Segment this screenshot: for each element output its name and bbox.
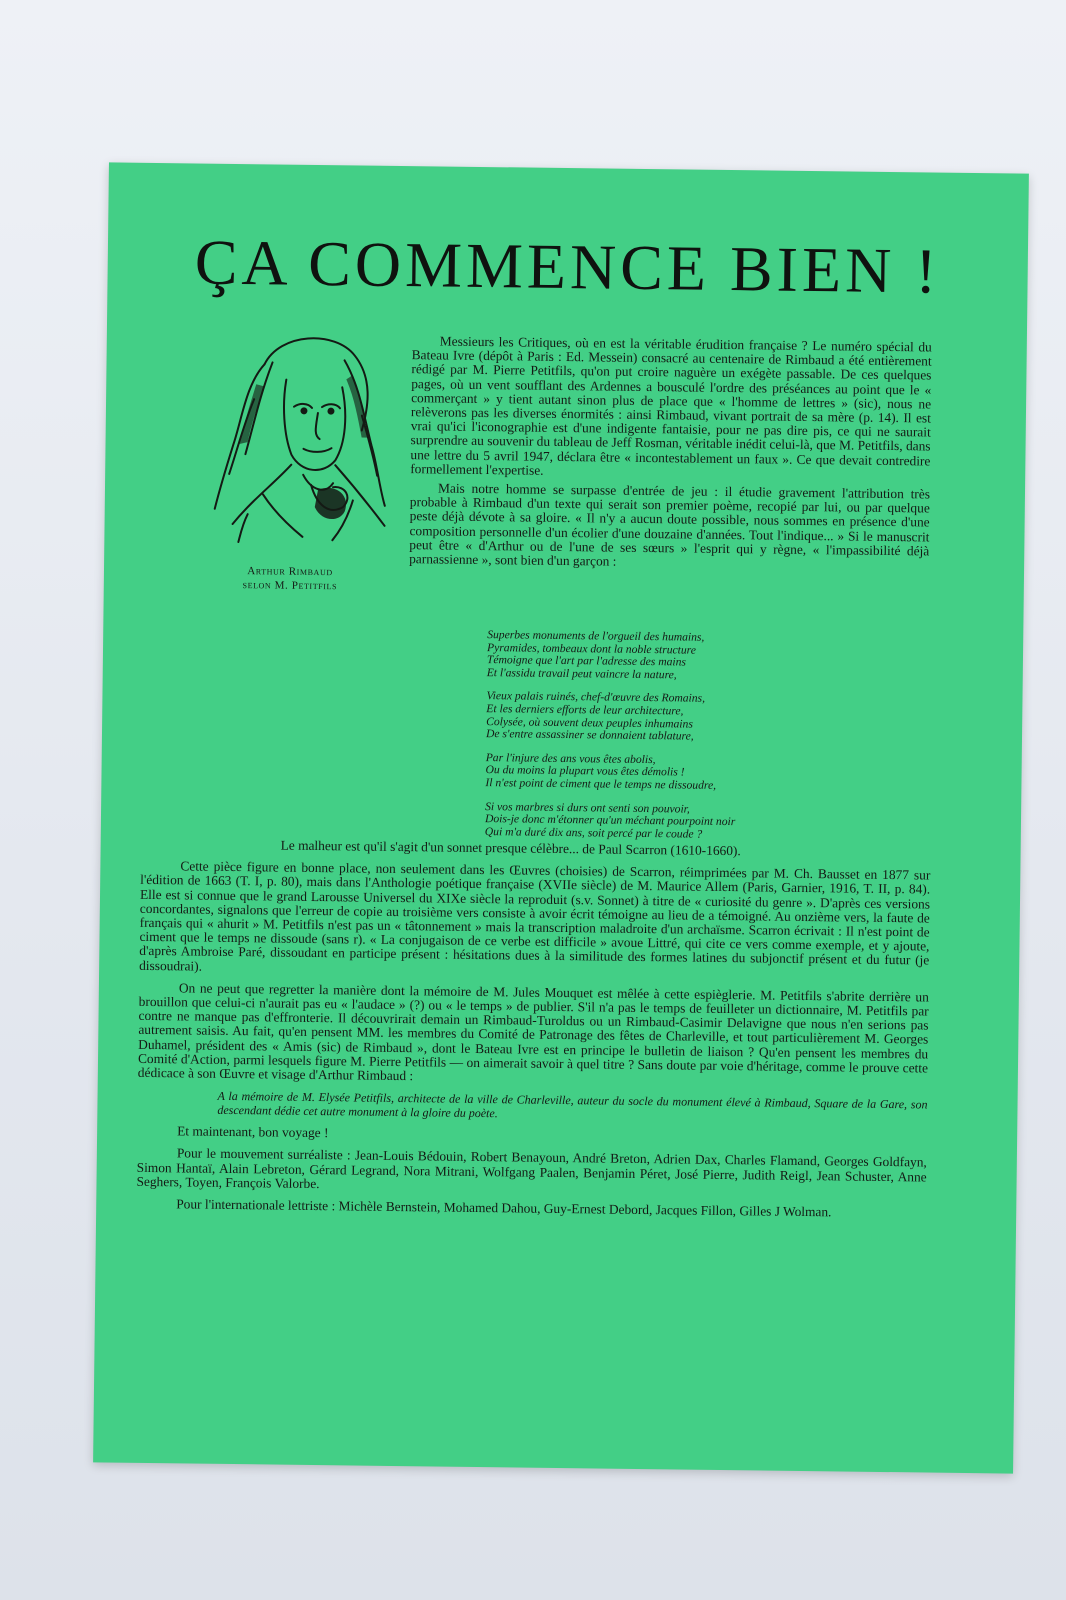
poem-line: Ou du moins la plupart vous êtes démolis ! [485, 763, 685, 779]
body-paragraph: Le malheur est qu'il s'agit d'un sonnet presque célèbre... de Paul Scarron (1610-1660). [280, 837, 741, 859]
signatory-group: Pour le mouvement surréaliste : Jean-Louis Bédouin, Robert Benayoun, André Breton, Adrien Dax, Charles Flamand, Georges Goldfayn, Simon Hantaï, Alain Lebreton, Gérard Legrand, Nora Mitrani, Wolfgang Paalen, Benjamin Péret, José Pierre, Judith Reigl, Jean Schuster, Anne Seghers, Toyen, François Valorbe. [136, 1145, 927, 1191]
poem-line: Si vos marbres si durs ont senti son pouvoir, [485, 799, 690, 816]
poem-stanza [486, 690, 817, 744]
intro-paragraph: Messieurs les Critiques, où en est la véritable érudition française ? Le numéro spécial du Bateau Ivre (dépôt à Paris : Ed. Messein) consacré au centenaire de Rimbaud a été entièrement rédigé par M. Pierre Petitfils, qu'on put croire naguère un exégète passable. De ces quelques pages, où un vent soufflant des Ardennes a bousculé l'ordre des préséances au point que le « commerçant » y tient autant sinon plus de place que « l'homme de lettres » (sic), nous ne relèverons pas les diverses énormités : ainsi Rimbaud, vivant portrait de sa mère (p. 14). Il est vrai qu'ici l'iconographie est d'une indigente fantaisie, pour ne pas dire pis, ce qui ne saurait surprendre au souvenir du tableau de Jeff Rosman, véritable inédit celui-là, que M. Petitfils, dans une lettre du 5 avril 1947, déclara être « incontestablement un faux ». Ce que devait contredire formellement l'expertise. [410, 333, 932, 478]
body-paragraph: On ne peut que regretter la manière dont la mémoire de M. Jules Mouquet est mêlée à cette espièglerie. M. Petitfils s'abrite derrière un brouillon que celui-ci n'aurait pas eu « l'audace » (?) ou « le temps » de publier. S'il n'a pas le temps de feuilleter un dictionnaire, M. Petitfils par contre ne manque pas d'effronterie. Il découvrirait demain un Rimbaud-Turoldus ou un Rimbaud-Casimir Delavigne que nous n'en serions pas autrement saisis. Au fait, qu'en pensent MM. les membres du Comité de Patronage des fêtes de Charleville, et tout particulièrement M. Georges Duhamel, président des « Amis (sic) de Rimbaud », dont le Bateau Ivre est en principe le bulletin de liaison ? Qu'en pensent les membres du Comité d'Action, parmi lesquels figure M. Pierre Petitfils — on aimerait savoir à quel titre ? Sans doute par voie d'héritage, comme le prouve cette dédicace à son Œuvre et visage d'Arthur Rimbaud : [137, 980, 929, 1084]
poem-line: De s'entre assassiner se donnaient tablature, [485, 727, 694, 743]
page-title: ÇA COMMENCE BIEN ! [194, 226, 942, 307]
poem-line: Vieux palais ruinés, chef-d'œuvre des Romains, [486, 689, 706, 706]
poem-line: Dois-je donc m'étonner qu'un méchant pourpoint noir [484, 812, 736, 829]
body-paragraph: Cette pièce figure en bonne place, non seulement dans les Œuvres (choisies) de Scarron, réimprimées par M. Ch. Bausset en 1877 sur l'édition de 1663 (T. I, p. 80), mais dans l'Anthologie poétique française (XVIIe siècle) de M. Maurice Allem (Paris, Garnier, 1916, T. II, p. 84). Elle est si connue que le grand Larousse Universel du XIXe siècle la reproduit (s.v. Sonnet) à titre de « curiosité du genre ». D'après ces versions concordantes, signalons que l'erreur de copie au troisième vers consiste à avoir écrit témoigne au lieu de a témoigné. Au onzième vers, la faute de français qui « ahurit » M. Petitfils n'est pas un « tâtonnement » mais la transcription maladroite d'un archaïsme. Scarron écrivait : Il n'est point de ciment que le temps ne dissoude (sans r). « La conjugaison de ce verbe est difficile » avoue Littré, qui cite ce vers comme exemple, et y ajoute, d'après Ambroise Paré, dissoudant en participe présent : hésitations dues à la similitude des formes latines du subjonctif présent et du futur (je dissoudrai). [139, 858, 931, 974]
poem-line: Et les derniers efforts de leur architecture, [486, 702, 684, 718]
closing-line: Et maintenant, bon voyage ! [177, 1123, 329, 1141]
poem-line: Colysée, où souvent deux peuples inhumains [486, 714, 693, 731]
main-body [136, 837, 931, 1229]
intro-paragraph: Mais notre homme se surpasse d'entrée de jeu : il étudie gravement l'attribution très probable à Rimbaud d'un texte qui serait son premier poème, recopié par lui, ou par quelque peste déjà dévote à sa gloire. « Il n'y a aucun doute possible, nous sommes en présence d'une composition personnelle d'un écolier d'une douzaine d'années. Tout l'indique... » Si le manuscrit peut être « d'Arthur ou de l'une de ses sœurs » l'esprit qui y règne, « l'impassibilité déjà parnassienne », sont bien d'un garçon : [409, 480, 931, 569]
poem-line: Et l'assidu travail peut vaincre la nature, [486, 665, 677, 682]
poem-stanza [485, 752, 815, 794]
dedication-quote: A la mémoire de M. Elysée Petitfils, architecte de la ville de Charleville, auteur du socle du monument élevé à Rimbaud, Square de la Gare, son descendant dédie cet autre monument à la gloire du poète. [217, 1089, 928, 1121]
poem-stanza [487, 629, 818, 683]
signatory-group: Pour l'internationale lettriste : Michèle Bernstein, Mohamed Dahou, Guy-Ernest Debord, Jacques Fillon, Gilles J Wolman. [176, 1196, 832, 1220]
poem-stanza [485, 801, 815, 843]
poem-line: Par l'injure des ans vous êtes abolis, [485, 750, 656, 766]
green-flyer-sheet [93, 162, 1029, 1473]
poem-line: Superbes monuments de l'orgueil des humains, [487, 628, 705, 644]
sonnet-quote [485, 629, 818, 853]
poem-line: Témoigne que l'art par l'adresse des mains [486, 653, 687, 669]
intro-column [409, 334, 932, 578]
caption-line: selon M. Petitfils [242, 579, 338, 593]
poem-line: Il n'est point de ciment que le temps ne dissoudre, [485, 776, 717, 792]
signatories [136, 1146, 927, 1220]
poem-line: Pyramides, tombeaux dont la noble structure [487, 640, 697, 657]
caption-line: Arthur Rimbaud [247, 565, 333, 579]
portrait-caption [200, 564, 380, 594]
rimbaud-portrait-drawing [192, 323, 405, 546]
poem-line: Qui m'a duré dix ans, soit percé par le coude ? [484, 824, 703, 841]
